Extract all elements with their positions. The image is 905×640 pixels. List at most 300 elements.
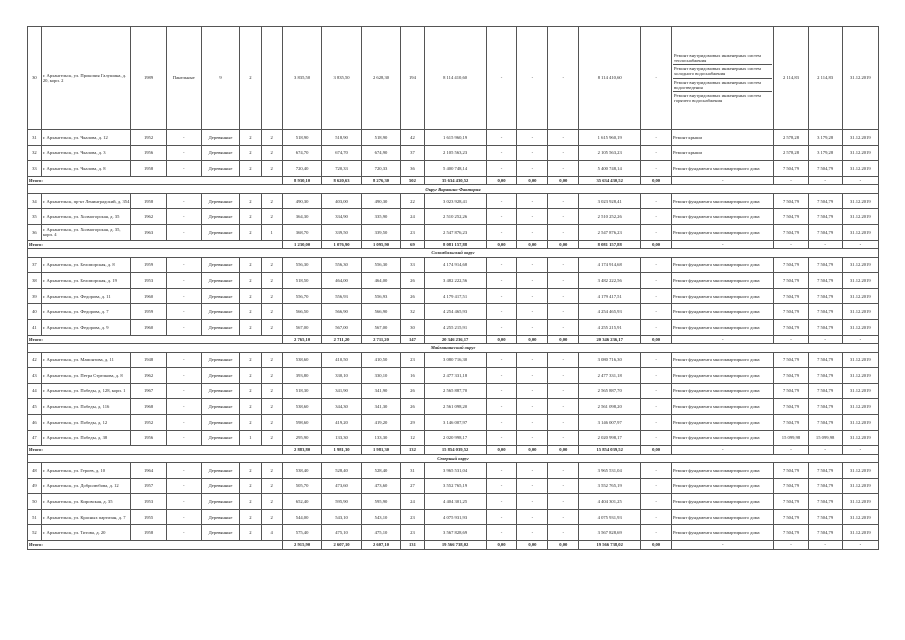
deadline-cell: 31.12.2019 (842, 509, 878, 525)
floors-cell: 2 (240, 478, 261, 494)
regional-budget-cell: - (517, 209, 548, 225)
total-area-cell: 295,90 (282, 430, 321, 446)
total-regional-budget-cell: 0,00 (517, 541, 548, 550)
material-cell: Деревянные (201, 383, 239, 399)
deadline-cell: 31.12.2019 (842, 224, 878, 240)
max-cost-cell: 2 114,83 (808, 27, 842, 130)
fund-cell: - (486, 304, 517, 320)
local-budget-cell: - (548, 288, 579, 304)
year-cell: 1956 (131, 430, 166, 446)
cost-cell: 4 075 931,93 (424, 509, 486, 525)
floors-cell: 2 (240, 383, 261, 399)
total-area-cell: 518,90 (282, 130, 321, 146)
section-row (28, 344, 879, 353)
other-funds-cell: - (641, 209, 672, 225)
regional-budget-cell: - (517, 494, 548, 510)
cost-cell: 3 482 222,56 (424, 273, 486, 289)
deadline-cell: 31.12.2019 (842, 414, 878, 430)
cost-cell: 3 552 765,19 (424, 478, 486, 494)
deadline-cell: 31.12.2019 (842, 145, 878, 161)
area-cell: 419,20 (322, 414, 361, 430)
entrances-cell: 2 (261, 273, 282, 289)
total-residential-area-cell: 1 981,30 (361, 446, 400, 455)
address-cell: г. Архангельск, ул. Беломорская, д. 19 (41, 273, 131, 289)
total-local-budget-cell: 0,00 (548, 335, 579, 344)
total-area-cell: 518,30 (282, 383, 321, 399)
table-row (28, 383, 879, 399)
floors-cell: 2 (240, 145, 261, 161)
fund-cell: - (486, 383, 517, 399)
total-area-cell: 652,40 (282, 494, 321, 510)
total-max-cost-cell: - (808, 335, 842, 344)
other-funds-cell: - (641, 368, 672, 384)
total-area-cell: 538,60 (282, 352, 321, 368)
total-deadline-cell: - (842, 240, 878, 249)
local-budget-cell: - (548, 525, 579, 541)
wall-material-cell: - (166, 273, 201, 289)
address-cell: г. Архангельск, ул. Холмогорская, д. 35 (41, 209, 131, 225)
other-funds-cell: - (641, 130, 672, 146)
max-cost-cell: 3 179,28 (808, 130, 842, 146)
year-cell: 1958 (131, 525, 166, 541)
residents-cell: 36 (401, 161, 424, 177)
residential-area-cell: 720,33 (361, 161, 400, 177)
total-residents-cell: 132 (401, 446, 424, 455)
cost-cell: 3 567 828,69 (424, 525, 486, 541)
address-cell: г. Архангельск, ул. Победы, д. 116 (41, 399, 131, 415)
deadline-cell: 31.12.2019 (842, 193, 878, 209)
total-other-funds-cell: 0,00 (641, 541, 672, 550)
total-deadline-cell: - (842, 541, 878, 550)
unit-cost-cell: 7 504,79 (774, 288, 808, 304)
total-local-budget-cell: 0,00 (548, 176, 579, 185)
max-cost-cell: 7 504,79 (808, 368, 842, 384)
material-cell: Деревянные (201, 145, 239, 161)
residents-cell: 27 (401, 478, 424, 494)
fund-cell: - (486, 193, 517, 209)
year-cell: 1962 (131, 209, 166, 225)
year-cell: 1964 (131, 463, 166, 479)
unit-cost-cell: 7 504,79 (774, 319, 808, 335)
material-cell: Деревянные (201, 273, 239, 289)
total-owners-funds-cell: 15 854 039,52 (579, 446, 641, 455)
regional-budget-cell: - (517, 145, 548, 161)
unit-cost-cell: 7 504,79 (774, 414, 808, 430)
material-cell: Деревянные (201, 399, 239, 415)
table-row (28, 257, 879, 273)
row-number: 43 (28, 368, 42, 384)
row-number: 35 (28, 209, 42, 225)
row-number: 47 (28, 430, 42, 446)
year-cell: 1959 (131, 257, 166, 273)
table-row (28, 193, 879, 209)
total-cost-cell: 15 854 039,52 (424, 446, 486, 455)
entrances-cell: 2 (261, 352, 282, 368)
fund-cell: - (486, 463, 517, 479)
wall-material-cell: - (166, 319, 201, 335)
wall-material-cell: - (166, 304, 201, 320)
max-cost-cell: 7 504,79 (808, 494, 842, 510)
area-cell: 556,93 (322, 288, 361, 304)
unit-cost-cell: 7 504,79 (774, 478, 808, 494)
address-cell: г. Архангельск, ул. Кировская, д. 35 (41, 494, 131, 510)
work-type-cell: Ремонт фундамента многоквартирного дома (672, 383, 774, 399)
area-cell: 410,50 (322, 352, 361, 368)
material-cell: Деревянные (201, 304, 239, 320)
entrances-cell: 2 (261, 494, 282, 510)
floors-cell: 2 (240, 161, 261, 177)
residential-area-cell: 330,10 (361, 368, 400, 384)
residents-cell: 23 (401, 224, 424, 240)
residents-cell: 194 (401, 27, 424, 130)
wall-material-cell: - (166, 161, 201, 177)
local-budget-cell: - (548, 193, 579, 209)
residential-area-cell: 335,90 (361, 209, 400, 225)
year-cell: 1963 (131, 224, 166, 240)
fund-cell: - (486, 273, 517, 289)
owners-funds-cell: 4 254 465,93 (579, 304, 641, 320)
unit-cost-cell: 7 504,79 (774, 193, 808, 209)
year-cell: 1962 (131, 368, 166, 384)
row-number: 30 (28, 27, 42, 130)
regional-budget-cell: - (517, 161, 548, 177)
residents-cell: 32 (401, 304, 424, 320)
register-body (28, 27, 879, 550)
entrances-cell: 2 (261, 463, 282, 479)
floors-cell: 2 (240, 257, 261, 273)
total-unit-cost-cell: - (774, 541, 808, 550)
total-residents-cell: 69 (401, 240, 424, 249)
cost-cell: 2 020 998,17 (424, 430, 486, 446)
wall-material-cell: - (166, 257, 201, 273)
residents-cell: 26 (401, 383, 424, 399)
floors-cell: 9 (201, 27, 239, 130)
cost-cell: 4 254 465,93 (424, 304, 486, 320)
address-cell: г. Архангельск, ул. Федорова, д. 9 (41, 319, 131, 335)
table-row (28, 430, 879, 446)
residents-cell: 26 (401, 288, 424, 304)
fund-cell: - (486, 27, 517, 130)
floors-cell: 2 (240, 273, 261, 289)
address-cell: г. Архангельск, ул. Добролюбова, д. 12 (41, 478, 131, 494)
cost-cell: 3 965 531,04 (424, 463, 486, 479)
residential-area-cell: 556,93 (361, 288, 400, 304)
address-cell: г. Архангельск, ул. Беломорская, д. 8 (41, 257, 131, 273)
total-unit-cost-cell: - (774, 335, 808, 344)
local-budget-cell: - (548, 130, 579, 146)
table-row (28, 463, 879, 479)
owners-funds-cell: 2 020 998,17 (579, 430, 641, 446)
work-type-cell: Ремонт фундамента многоквартирного дома (672, 352, 774, 368)
unit-cost-cell: 7 504,79 (774, 352, 808, 368)
deadline-cell: 31.12.2019 (842, 209, 878, 225)
year-cell: 1953 (131, 494, 166, 510)
total-regional-budget-cell: 0,00 (517, 176, 548, 185)
regional-budget-cell: - (517, 130, 548, 146)
total-local-budget-cell: 0,00 (548, 541, 579, 550)
table-row (28, 352, 879, 368)
blank-cell (261, 27, 282, 130)
residents-cell: 16 (401, 368, 424, 384)
total-fund-cell: 0,00 (486, 176, 517, 185)
row-number: 34 (28, 193, 42, 209)
fund-cell: - (486, 430, 517, 446)
local-budget-cell: - (548, 209, 579, 225)
total-local-budget-cell: 0,00 (548, 446, 579, 455)
total-work-type-cell: - (672, 176, 774, 185)
wall-material-cell: - (166, 430, 201, 446)
deadline-cell: 31.12.2019 (842, 399, 878, 415)
total-row (28, 240, 879, 249)
table-row (28, 399, 879, 415)
area-cell: 720,33 (322, 161, 361, 177)
deadline-cell: 31.12.2019 (842, 319, 878, 335)
work-type-cell: Ремонт фундамента многоквартирного дома (672, 463, 774, 479)
max-cost-cell: 7 504,79 (808, 304, 842, 320)
material-cell: Деревянные (201, 257, 239, 273)
year-cell: 1967 (131, 383, 166, 399)
fund-cell: - (486, 161, 517, 177)
total-area-cell: 2 607,10 (322, 541, 361, 550)
table-row (28, 319, 879, 335)
floors-cell: 2 (240, 414, 261, 430)
material-cell: Деревянные (201, 224, 239, 240)
table-row (28, 414, 879, 430)
work-type-cell: Ремонт фундамента многоквартирного дома (672, 525, 774, 541)
deadline-cell: 31.12.2019 (842, 368, 878, 384)
total-area-cell: 538,40 (282, 463, 321, 479)
regional-budget-cell: - (517, 399, 548, 415)
fund-cell: - (486, 478, 517, 494)
max-cost-cell: 7 504,79 (808, 224, 842, 240)
row-number: 52 (28, 525, 42, 541)
total-residential-area-cell: 1 095,90 (361, 240, 400, 249)
total-area-cell: 544,00 (282, 509, 321, 525)
total-residential-area-cell: 8 276,30 (361, 176, 400, 185)
cost-cell: 2 510 252,26 (424, 209, 486, 225)
owners-funds-cell: 1 615 960,19 (579, 130, 641, 146)
regional-budget-cell: - (517, 352, 548, 368)
material-cell: Деревянные (201, 368, 239, 384)
address-cell: г. Архангельск, ул. Чкалова, д. 8 (41, 161, 131, 177)
local-budget-cell: - (548, 27, 579, 130)
entrances-cell: 2 (261, 478, 282, 494)
deadline-cell: 31.12.2019 (842, 161, 878, 177)
section-title: Майманаксский округ (28, 344, 879, 353)
wall-material-cell: - (166, 478, 201, 494)
regional-budget-cell: - (517, 27, 548, 130)
section-row (28, 249, 879, 258)
local-budget-cell: - (548, 257, 579, 273)
work-item: Ремонт внутридомовых инженерных систем холодного водоснабжения (673, 65, 772, 78)
total-work-type-cell: - (672, 335, 774, 344)
table-row (28, 130, 879, 146)
deadline-cell: 31.12.2019 (842, 288, 878, 304)
work-item: Ремонт внутридомовых инженерных систем теплоснабжения (673, 52, 772, 65)
total-area-cell: 598,60 (282, 414, 321, 430)
other-funds-cell: - (641, 430, 672, 446)
residents-cell: 22 (401, 193, 424, 209)
table-row (28, 145, 879, 161)
other-funds-cell: - (641, 273, 672, 289)
material-cell: Деревянные (201, 509, 239, 525)
total-other-funds-cell: 0,00 (641, 446, 672, 455)
owners-funds-cell: 3 965 531,04 (579, 463, 641, 479)
residents-cell: 33 (401, 257, 424, 273)
total-residents-cell: 131 (401, 541, 424, 550)
unit-cost-cell: 2 578,28 (774, 145, 808, 161)
section-title: Округ Варавино-Фактория (28, 185, 879, 194)
total-total-area-cell: 2 765,10 (282, 335, 321, 344)
wall-material-cell: - (166, 224, 201, 240)
material-cell: Деревянные (201, 319, 239, 335)
regional-budget-cell: - (517, 273, 548, 289)
entrances-cell: 2 (261, 257, 282, 273)
unit-cost-cell: 7 504,79 (774, 525, 808, 541)
total-area-cell: 364,30 (282, 209, 321, 225)
year-cell: 1968 (131, 399, 166, 415)
regional-budget-cell: - (517, 430, 548, 446)
work-type-cell: Ремонт фундамента многоквартирного дома (672, 399, 774, 415)
year-cell: 1952 (131, 130, 166, 146)
material-cell: Деревянные (201, 288, 239, 304)
regional-budget-cell: - (517, 224, 548, 240)
row-number: 44 (28, 383, 42, 399)
deadline-cell: 31.12.2019 (842, 304, 878, 320)
address-cell: г. Архангельск, ул. Красных партизан, д. 7 (41, 509, 131, 525)
floors-cell: 2 (240, 494, 261, 510)
residents-cell: 29 (401, 414, 424, 430)
owners-funds-cell: 3 552 765,19 (579, 478, 641, 494)
wall-material-cell: - (166, 525, 201, 541)
unit-cost-cell: 7 504,79 (774, 463, 808, 479)
floors-cell: 2 (240, 304, 261, 320)
regional-budget-cell: - (517, 478, 548, 494)
unit-cost-cell: 7 504,79 (774, 383, 808, 399)
year-cell: 1952 (131, 414, 166, 430)
wall-material-cell: - (166, 130, 201, 146)
address-cell: г. Архангельск, ул. Титова, д. 20 (41, 525, 131, 541)
other-funds-cell: - (641, 352, 672, 368)
local-budget-cell: - (548, 161, 579, 177)
total-fund-cell: 0,00 (486, 446, 517, 455)
residential-area-cell: 419,20 (361, 414, 400, 430)
total-max-cost-cell: - (808, 176, 842, 185)
fund-cell: - (486, 130, 517, 146)
total-deadline-cell: - (842, 446, 878, 455)
residents-cell: 26 (401, 273, 424, 289)
local-budget-cell: - (548, 352, 579, 368)
owners-funds-cell: 4 179 417,51 (579, 288, 641, 304)
total-owners-funds-cell: 20 346 236,17 (579, 335, 641, 344)
other-funds-cell: - (641, 463, 672, 479)
total-residential-area-cell: 2 711,20 (361, 335, 400, 344)
regional-budget-cell: - (517, 319, 548, 335)
work-type-cell: Ремонт фундамента многоквартирного дома (672, 257, 774, 273)
row-number: 39 (28, 288, 42, 304)
other-funds-cell: - (641, 525, 672, 541)
total-area-cell: 674,70 (282, 145, 321, 161)
wall-material-cell: - (166, 494, 201, 510)
area-cell: 475,10 (322, 525, 361, 541)
row-number: 38 (28, 273, 42, 289)
material-cell: Деревянные (201, 352, 239, 368)
address-cell: г. Архангельск, ул. Прокопия Галушина, д. 20, корп. 2 (41, 27, 131, 130)
work-type-cell: Ремонт фундамента многоквартирного дома (672, 288, 774, 304)
floors-cell: 2 (240, 319, 261, 335)
year-cell: 1959 (131, 304, 166, 320)
work-type-cell: Ремонт фундамента многоквартирного дома (672, 414, 774, 430)
year-cell: 1958 (131, 161, 166, 177)
material-cell: Деревянные (201, 161, 239, 177)
residents-cell: 23 (401, 525, 424, 541)
local-budget-cell: - (548, 145, 579, 161)
address-cell: г. Архангельск, ул. Федорова, д. 7 (41, 304, 131, 320)
row-number: 46 (28, 414, 42, 430)
residential-area-cell: 341,30 (361, 399, 400, 415)
row-number: 32 (28, 145, 42, 161)
residential-area-cell: 528,40 (361, 463, 400, 479)
total-work-type-cell: - (672, 541, 774, 550)
other-funds-cell: - (641, 145, 672, 161)
total-row (28, 541, 879, 550)
total-regional-budget-cell: 0,00 (517, 240, 548, 249)
fund-cell: - (486, 368, 517, 384)
work-type-cell: Ремонт фундамента многоквартирного дома (672, 273, 774, 289)
fund-cell: - (486, 399, 517, 415)
total-area-cell: 575,40 (282, 525, 321, 541)
total-owners-funds-cell: 8 081 157,88 (579, 240, 641, 249)
address-cell: г. Архангельск, ул. Петра Стрелкова, д. 8 (41, 368, 131, 384)
deadline-cell: 31.12.2019 (842, 273, 878, 289)
total-area-cell: 556,30 (282, 257, 321, 273)
total-row (28, 446, 879, 455)
max-cost-cell: 7 504,79 (808, 463, 842, 479)
year-cell: 1956 (131, 145, 166, 161)
residents-cell: 12 (401, 430, 424, 446)
area-cell: 344,30 (322, 399, 361, 415)
entrances-cell: 2 (240, 27, 261, 130)
max-cost-cell: 7 504,79 (808, 319, 842, 335)
works-cell (672, 27, 774, 130)
residents-cell: 23 (401, 509, 424, 525)
residents-cell: 24 (401, 494, 424, 510)
table-row (28, 368, 879, 384)
total-work-type-cell: - (672, 446, 774, 455)
residential-area-cell: 2 628,30 (361, 27, 400, 130)
unit-cost-cell: 7 504,79 (774, 257, 808, 273)
residential-area-cell: 543,10 (361, 509, 400, 525)
local-budget-cell: - (548, 304, 579, 320)
residential-area-cell: 410,50 (361, 352, 400, 368)
year-cell: 1960 (131, 319, 166, 335)
wall-material-cell: - (166, 399, 201, 415)
wall-material-cell: - (166, 288, 201, 304)
entrances-cell: 2 (261, 145, 282, 161)
area-cell: 556,30 (322, 257, 361, 273)
floors-cell: 2 (240, 288, 261, 304)
max-cost-cell: 7 504,79 (808, 257, 842, 273)
entrances-cell: 2 (261, 288, 282, 304)
cost-cell: 2 477 331,18 (424, 368, 486, 384)
owners-funds-cell: 4 255 215,91 (579, 319, 641, 335)
material-cell: Деревянные (201, 494, 239, 510)
unit-cost-cell: 7 504,79 (774, 509, 808, 525)
unit-cost-cell: 2 114,83 (774, 27, 808, 130)
work-type-cell: Ремонт фундамента многоквартирного дома (672, 193, 774, 209)
entrances-cell: 2 (261, 304, 282, 320)
total-label: Итого: (28, 335, 283, 344)
